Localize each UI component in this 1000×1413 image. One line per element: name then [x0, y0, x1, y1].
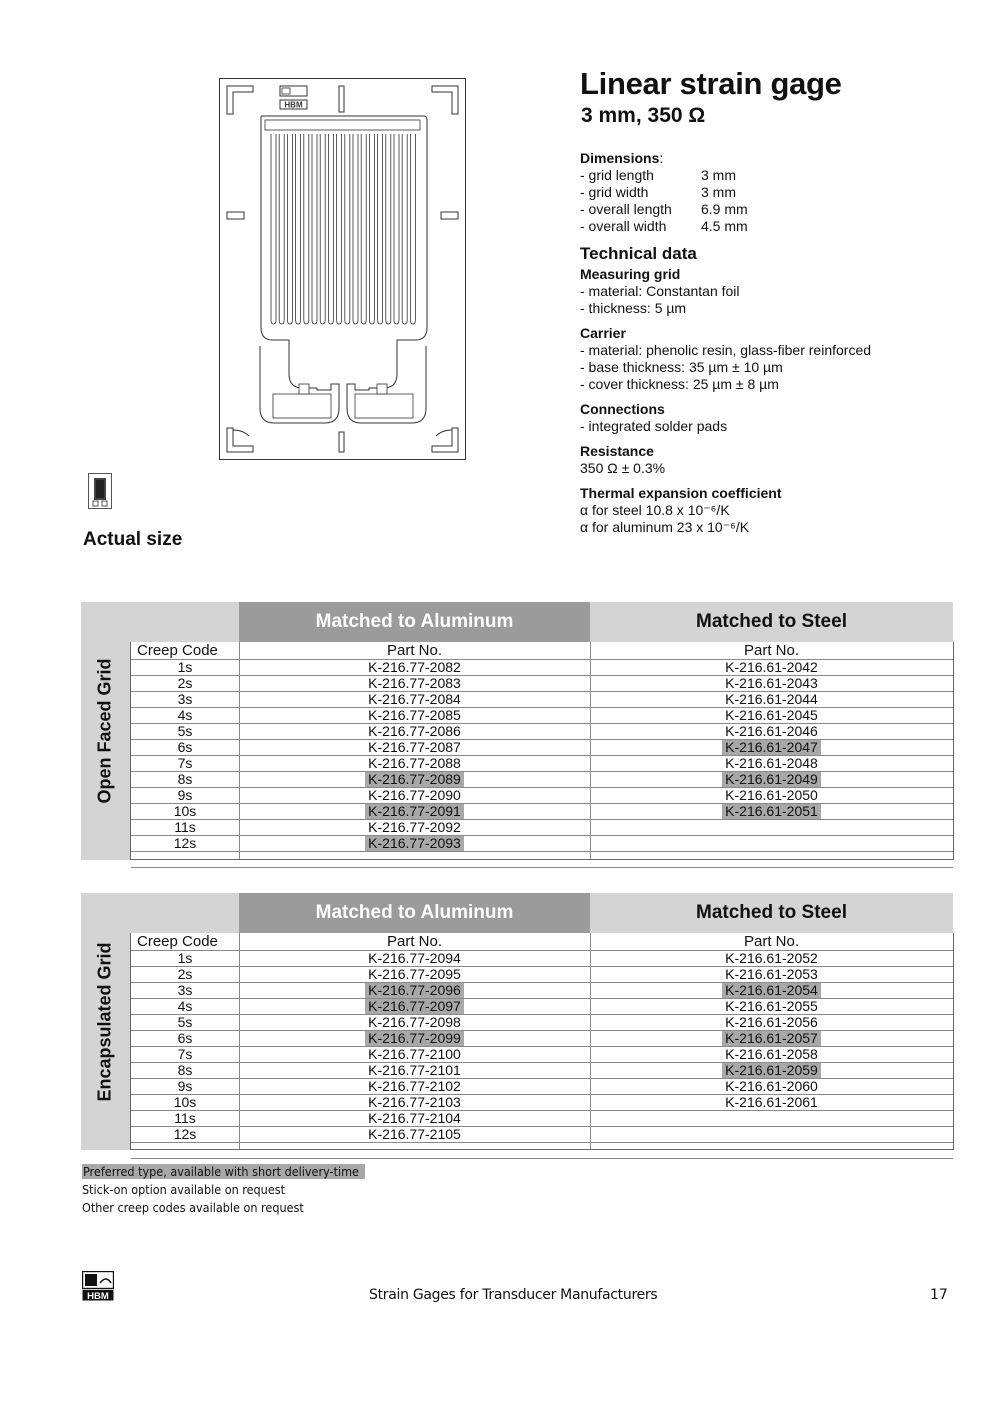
footnotes [82, 1163, 365, 1217]
steel-part-no: K-216.61-2047 [722, 740, 821, 755]
hbm-logo [82, 1271, 114, 1301]
steel-part-cell [590, 788, 953, 803]
dimension-label: - overall length [580, 201, 672, 217]
svg-text:HBM: HBM [284, 100, 303, 110]
encapsulated-grid-table [81, 893, 953, 1150]
creep-code: 4s [177, 707, 193, 723]
steel-part-no: K-216.61-2056 [725, 1014, 818, 1030]
creep-code: 6s [177, 739, 193, 755]
technical-section-title: Measuring grid [580, 266, 681, 282]
aluminum-part-no: K-216.77-2092 [368, 819, 461, 835]
aluminum-part-cell [239, 660, 590, 675]
dimension-row [580, 201, 980, 218]
steel-part-cell [590, 708, 953, 723]
technical-section [580, 401, 980, 435]
creep-code: 1s [177, 950, 193, 966]
part-no-header-aluminum: Part No. [386, 642, 443, 659]
aluminum-part-no: K-216.77-2105 [368, 1126, 461, 1142]
aluminum-header: Matched to Aluminum [239, 602, 590, 642]
table-row [131, 740, 953, 756]
table-row [131, 788, 953, 804]
aluminum-part-no: K-216.77-2100 [368, 1046, 461, 1062]
aluminum-part-cell [239, 724, 590, 739]
aluminum-part-no: K-216.77-2082 [368, 659, 461, 675]
creep-code: 3s [177, 982, 193, 998]
steel-part-cell [590, 804, 953, 819]
aluminum-part-no: K-216.77-2083 [368, 675, 461, 691]
steel-part-cell [590, 1063, 953, 1078]
part-no-header-aluminum: Part No. [386, 933, 443, 950]
technical-section [580, 325, 980, 393]
aluminum-part-no: K-216.77-2098 [368, 1014, 461, 1030]
table-row [131, 1095, 953, 1111]
technical-section-line: - material: phenolic resin, glass-fiber reinforced [580, 342, 872, 358]
stick-on-note: Stick-on option available on request [82, 1182, 286, 1197]
aluminum-part-cell [239, 1063, 590, 1078]
part-no-header-steel: Part No. [743, 642, 800, 659]
aluminum-part-cell [239, 756, 590, 771]
table-row [131, 708, 953, 724]
steel-part-no: K-216.61-2045 [725, 707, 818, 723]
creep-code-header: Creep Code [137, 933, 218, 950]
steel-part-no: K-216.61-2049 [722, 772, 821, 787]
part-no-header-steel: Part No. [743, 933, 800, 950]
aluminum-part-cell [239, 1127, 590, 1142]
technical-section [580, 485, 980, 536]
steel-part-no: K-216.61-2044 [725, 691, 818, 707]
table-side-panel [81, 893, 130, 1150]
table-header-blank [130, 602, 239, 642]
aluminum-part-no: K-216.77-2085 [368, 707, 461, 723]
aluminum-part-no: K-216.77-2094 [368, 950, 461, 966]
steel-part-no: K-216.61-2043 [725, 675, 818, 691]
aluminum-part-no: K-216.77-2101 [368, 1062, 461, 1078]
table-row [131, 756, 953, 772]
aluminum-part-no: K-216.77-2097 [365, 999, 464, 1014]
steel-part-cell [590, 967, 953, 982]
aluminum-part-no: K-216.77-2088 [368, 755, 461, 771]
dimension-value: 4.5 mm [701, 218, 748, 234]
table-row [131, 1063, 953, 1079]
aluminum-part-no: K-216.77-2089 [365, 772, 464, 787]
steel-part-no: K-216.61-2052 [725, 950, 818, 966]
steel-header: Matched to Steel [590, 602, 953, 642]
steel-part-cell [590, 692, 953, 707]
aluminum-part-cell [239, 676, 590, 691]
steel-part-no: K-216.61-2061 [725, 1094, 818, 1110]
aluminum-part-cell [239, 740, 590, 755]
steel-part-cell [590, 983, 953, 998]
table-row [131, 772, 953, 788]
table-row [131, 967, 953, 983]
aluminum-header: Matched to Aluminum [239, 893, 590, 933]
creep-code: 6s [177, 1030, 193, 1046]
aluminum-part-cell [239, 804, 590, 819]
table-row-empty [131, 1143, 953, 1159]
creep-code: 4s [177, 998, 193, 1014]
creep-code: 12s [173, 835, 197, 851]
aluminum-part-cell [239, 820, 590, 835]
creep-code: 3s [177, 691, 193, 707]
steel-part-cell [590, 676, 953, 691]
strain-gage-drawing [219, 78, 466, 460]
dimension-value: 6.9 mm [701, 201, 748, 217]
creep-code: 9s [177, 1078, 193, 1094]
creep-code: 1s [177, 659, 193, 675]
dimension-label: - grid width [580, 184, 649, 200]
table-row-empty [131, 852, 953, 868]
steel-part-cell [590, 1031, 953, 1046]
creep-code: 8s [177, 1062, 193, 1078]
technical-section-line: α for aluminum 23 x 10⁻⁶/K [580, 519, 750, 535]
table-side-panel [81, 602, 130, 860]
table-row [131, 804, 953, 820]
aluminum-part-cell [239, 1031, 590, 1046]
table-row [131, 724, 953, 740]
table-row [131, 1079, 953, 1095]
creep-code-header: Creep Code [137, 642, 218, 659]
table-row [131, 951, 953, 967]
open-faced-grid-table [81, 602, 953, 860]
creep-code: 11s [174, 819, 196, 835]
aluminum-part-no: K-216.77-2091 [365, 804, 464, 819]
steel-part-no: K-216.61-2055 [725, 998, 818, 1014]
table-body [130, 933, 954, 1150]
aluminum-part-cell [239, 692, 590, 707]
aluminum-part-no: K-216.77-2095 [368, 966, 461, 982]
dimension-value: 3 mm [701, 184, 736, 200]
creep-code: 2s [177, 966, 193, 982]
technical-data-heading: Technical data [580, 244, 697, 263]
technical-section-line: - material: Constantan foil [580, 283, 740, 299]
technical-section-title: Thermal expansion coefficient [580, 485, 782, 501]
creep-codes-note: Other creep codes available on request [82, 1200, 304, 1215]
steel-part-no: K-216.61-2051 [722, 804, 821, 819]
table-row [131, 836, 953, 852]
steel-part-no: K-216.61-2050 [725, 787, 818, 803]
technical-section-line: - thickness: 5 µm [580, 300, 687, 316]
page-number: 17 [930, 1287, 948, 1303]
table-body [130, 642, 954, 860]
aluminum-part-cell [239, 836, 590, 851]
table-row [131, 983, 953, 999]
technical-section-line: - base thickness: 35 µm ± 10 µm [580, 359, 783, 375]
svg-text:HBM: HBM [87, 1291, 109, 1301]
table-row [131, 1015, 953, 1031]
technical-section-title: Resistance [580, 443, 654, 459]
aluminum-part-cell [239, 772, 590, 787]
table-header-row [131, 933, 953, 951]
aluminum-part-no: K-216.77-2102 [368, 1078, 461, 1094]
creep-code: 8s [177, 771, 193, 787]
technical-data-list [580, 266, 980, 536]
actual-size-gage-icon [88, 473, 112, 509]
creep-code: 2s [177, 675, 193, 691]
aluminum-part-cell [239, 1015, 590, 1030]
table-row [131, 999, 953, 1015]
technical-section-title: Connections [580, 401, 665, 417]
page-title: Linear strain gage [580, 66, 842, 101]
table-row [131, 820, 953, 836]
creep-code: 10s [173, 1094, 197, 1110]
aluminum-part-cell [239, 999, 590, 1014]
steel-part-no: K-216.61-2048 [725, 755, 818, 771]
technical-section [580, 443, 980, 477]
steel-part-cell [590, 1047, 953, 1062]
aluminum-part-cell [239, 1079, 590, 1094]
steel-part-no: K-216.61-2053 [725, 966, 818, 982]
steel-part-cell [590, 951, 953, 966]
aluminum-part-cell [239, 1095, 590, 1110]
steel-header: Matched to Steel [590, 893, 953, 933]
aluminum-part-cell [239, 788, 590, 803]
table-header-blank [130, 893, 239, 933]
technical-section-line: - cover thickness: 25 µm ± 8 µm [580, 376, 779, 392]
aluminum-part-cell [239, 1111, 590, 1126]
aluminum-part-cell [239, 1047, 590, 1062]
aluminum-part-cell [239, 708, 590, 723]
steel-part-cell [590, 1095, 953, 1110]
aluminum-part-no: K-216.77-2090 [368, 787, 461, 803]
steel-part-no: K-216.61-2057 [722, 1031, 821, 1046]
table-row [131, 1111, 953, 1127]
technical-section [580, 266, 980, 317]
steel-part-no: K-216.61-2058 [725, 1046, 818, 1062]
aluminum-part-no: K-216.77-2087 [368, 739, 461, 755]
dimension-label: - grid length [580, 167, 654, 183]
technical-section-line: - integrated solder pads [580, 418, 728, 434]
steel-part-no: K-216.61-2042 [725, 659, 818, 675]
aluminum-part-cell [239, 983, 590, 998]
technical-section-line: 350 Ω ± 0.3% [580, 460, 666, 476]
preferred-type-note: Preferred type, available with short delivery-time [82, 1164, 365, 1179]
steel-part-no: K-216.61-2059 [722, 1063, 821, 1078]
steel-part-cell [590, 756, 953, 771]
technical-section-title: Carrier [580, 325, 626, 341]
aluminum-part-cell [239, 951, 590, 966]
steel-part-cell [590, 660, 953, 675]
creep-code: 10s [173, 803, 197, 819]
dimension-value: 3 mm [701, 167, 736, 183]
aluminum-part-no: K-216.77-2104 [368, 1110, 461, 1126]
table-header-row [131, 642, 953, 660]
aluminum-part-no: K-216.77-2084 [368, 691, 461, 707]
actual-size-label: Actual size [83, 529, 183, 550]
table-row [131, 1047, 953, 1063]
steel-part-no: K-216.61-2060 [725, 1078, 818, 1094]
dimension-row [580, 218, 980, 235]
aluminum-part-no: K-216.77-2099 [365, 1031, 464, 1046]
table-row [131, 692, 953, 708]
table-side-label: Open Faced Grid [94, 658, 115, 804]
steel-part-cell [590, 740, 953, 755]
creep-code: 9s [177, 787, 193, 803]
creep-code: 5s [177, 1014, 193, 1030]
steel-part-cell [590, 772, 953, 787]
steel-part-no: K-216.61-2046 [725, 723, 818, 739]
dimension-label: - overall width [580, 218, 667, 234]
creep-code: 11s [174, 1110, 196, 1126]
table-row [131, 1127, 953, 1143]
dimension-row [580, 167, 980, 184]
page-subtitle: 3 mm, 350 Ω [581, 104, 706, 127]
dimensions-list [580, 167, 980, 235]
aluminum-part-no: K-216.77-2093 [365, 836, 464, 851]
footer-title: Strain Gages for Transducer Manufacturers [369, 1287, 658, 1303]
aluminum-part-no: K-216.77-2096 [365, 983, 464, 998]
spec-block: Dimensions: - grid length 3 mm - grid width 3 mm - overall length 6.9 mm - overall width 4.5 mm Technical data Measuring grid - material: Constantan foil - thickness: 5 µm Carrier - material: phenolic resin, glass-fiber reinforced - base thickness: 35 µm ± 10 µm - cover thickness: 25 µm ± 8 µm Connections - integrated solder pads Resistance 350 Ω ± 0.3% Thermal expansion coefficient α for steel 10.8 x 10⁻⁶/K α for aluminum 23 x 10⁻⁶/K [580, 150, 980, 536]
creep-code: 12s [173, 1126, 197, 1142]
aluminum-part-cell [239, 967, 590, 982]
dimensions-heading: Dimensions [580, 150, 660, 166]
table-row [131, 676, 953, 692]
creep-code: 7s [177, 1046, 193, 1062]
steel-part-cell [590, 1015, 953, 1030]
steel-part-cell [590, 1079, 953, 1094]
aluminum-part-no: K-216.77-2086 [368, 723, 461, 739]
steel-part-no: K-216.61-2054 [722, 983, 821, 998]
steel-part-cell [590, 999, 953, 1014]
table-row [131, 1031, 953, 1047]
technical-section-line: α for steel 10.8 x 10⁻⁶/K [580, 502, 730, 518]
dimension-row [580, 184, 980, 201]
table-row [131, 660, 953, 676]
creep-code: 7s [177, 755, 193, 771]
aluminum-part-no: K-216.77-2103 [368, 1094, 461, 1110]
steel-part-cell [590, 724, 953, 739]
creep-code: 5s [177, 723, 193, 739]
table-side-label: Encapsulated Grid [94, 941, 115, 1102]
